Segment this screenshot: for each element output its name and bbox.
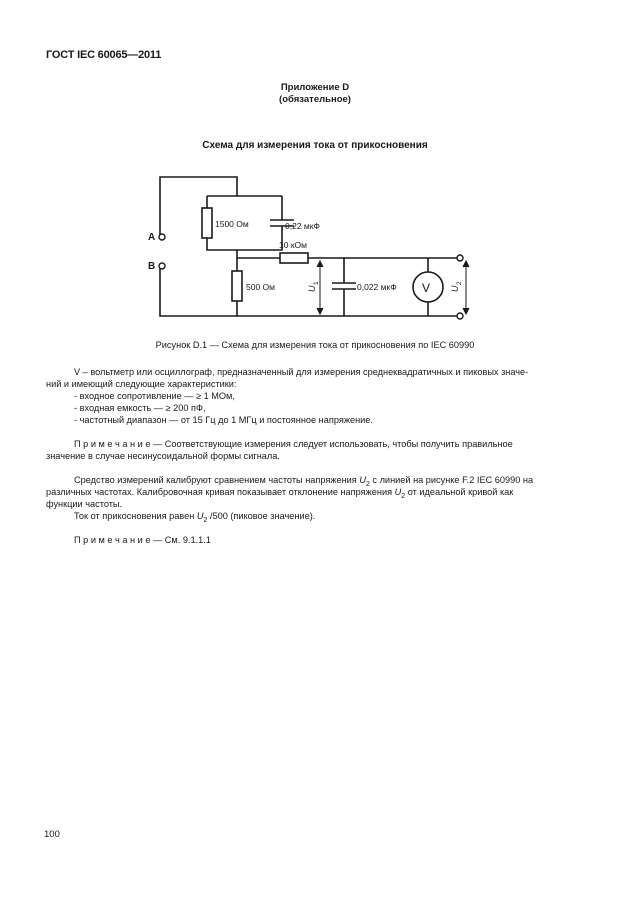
document-header: ГОСТ IEC 60065—2011 xyxy=(46,49,162,61)
c2-label: 0,022 мкФ xyxy=(357,282,397,292)
voltmeter-label: V xyxy=(422,281,431,295)
circuit-diagram xyxy=(0,0,630,340)
voltmeter-description-line1: V – вольтметр или осциллограф, предназначенный для измерения среднеквадратичных и пиковых значе- xyxy=(74,367,529,377)
output-terminal-top-icon xyxy=(457,255,463,261)
terminal-b-label: B xyxy=(148,261,156,272)
annex-status: (обязательное) xyxy=(279,94,351,105)
output-terminal-bottom-icon xyxy=(457,313,463,319)
calibration-line2: различных частотах. Калибровочная кривая показывает отклонение напряжения $U_2$ от идеальной кривой как xyxy=(46,487,514,500)
terminal-a-icon xyxy=(159,234,165,240)
svg-text:2: 2 xyxy=(456,281,463,285)
characteristic-item: - входное сопротивление — ≥ 1 МОм, xyxy=(74,391,235,401)
figure-caption: Рисунок D.1 — Схема для измерения тока от прикосновения по IEC 60990 xyxy=(155,340,475,350)
annex-title: Приложение D xyxy=(280,82,350,93)
u1-arrow-icon xyxy=(317,261,323,314)
r1-label: 1500 Ом xyxy=(215,219,249,229)
u2-arrow-icon xyxy=(463,261,469,314)
u1-label xyxy=(307,281,320,292)
page-number: 100 xyxy=(44,829,60,840)
svg-text:U: U xyxy=(450,285,460,292)
svg-text:1: 1 xyxy=(313,281,320,285)
note1-line1: П р и м е ч а н и е — Соответствующие измерения следует использовать, чтобы получить правильное xyxy=(74,439,513,449)
characteristic-item: - входная емкость — ≥ 200 пФ, xyxy=(74,403,206,413)
section-title: Схема для измерения тока от прикосновения xyxy=(202,140,428,151)
note2: П р и м е ч а н и е — См. 9.1.1.1 xyxy=(74,535,211,545)
r2-label: 10 кОм xyxy=(279,240,307,250)
svg-text:U: U xyxy=(307,285,317,292)
terminal-a-label: A xyxy=(148,232,156,243)
voltmeter-description-line2: ний и имеющий следующие характеристики: xyxy=(46,379,237,389)
note2-label: П р и м е ч а н и е xyxy=(74,535,151,545)
note1-line2: значение в случае несинусоидальной формы сигнала. xyxy=(46,451,280,461)
terminal-b-icon xyxy=(159,263,165,269)
u2-label xyxy=(450,281,463,292)
c1-label: 0,22 мкФ xyxy=(285,221,320,231)
characteristic-item: - частотный диапазон — от 15 Гц до 1 МГц и постоянное напряжение. xyxy=(74,415,373,425)
calibration-line3: функции частоты. xyxy=(46,499,123,509)
calibration-line1: Средство измерений калибруют сравнением частоты напряжения $U_2$ с линией на рисунке F.2 IEC 60990 на xyxy=(74,475,534,488)
r3-label: 500 Ом xyxy=(246,282,275,292)
touch-current-statement: Ток от прикосновения равен $U_2$ /500 (пиковое значение). xyxy=(74,511,316,524)
note1-label: П р и м е ч а н и е xyxy=(74,439,151,449)
